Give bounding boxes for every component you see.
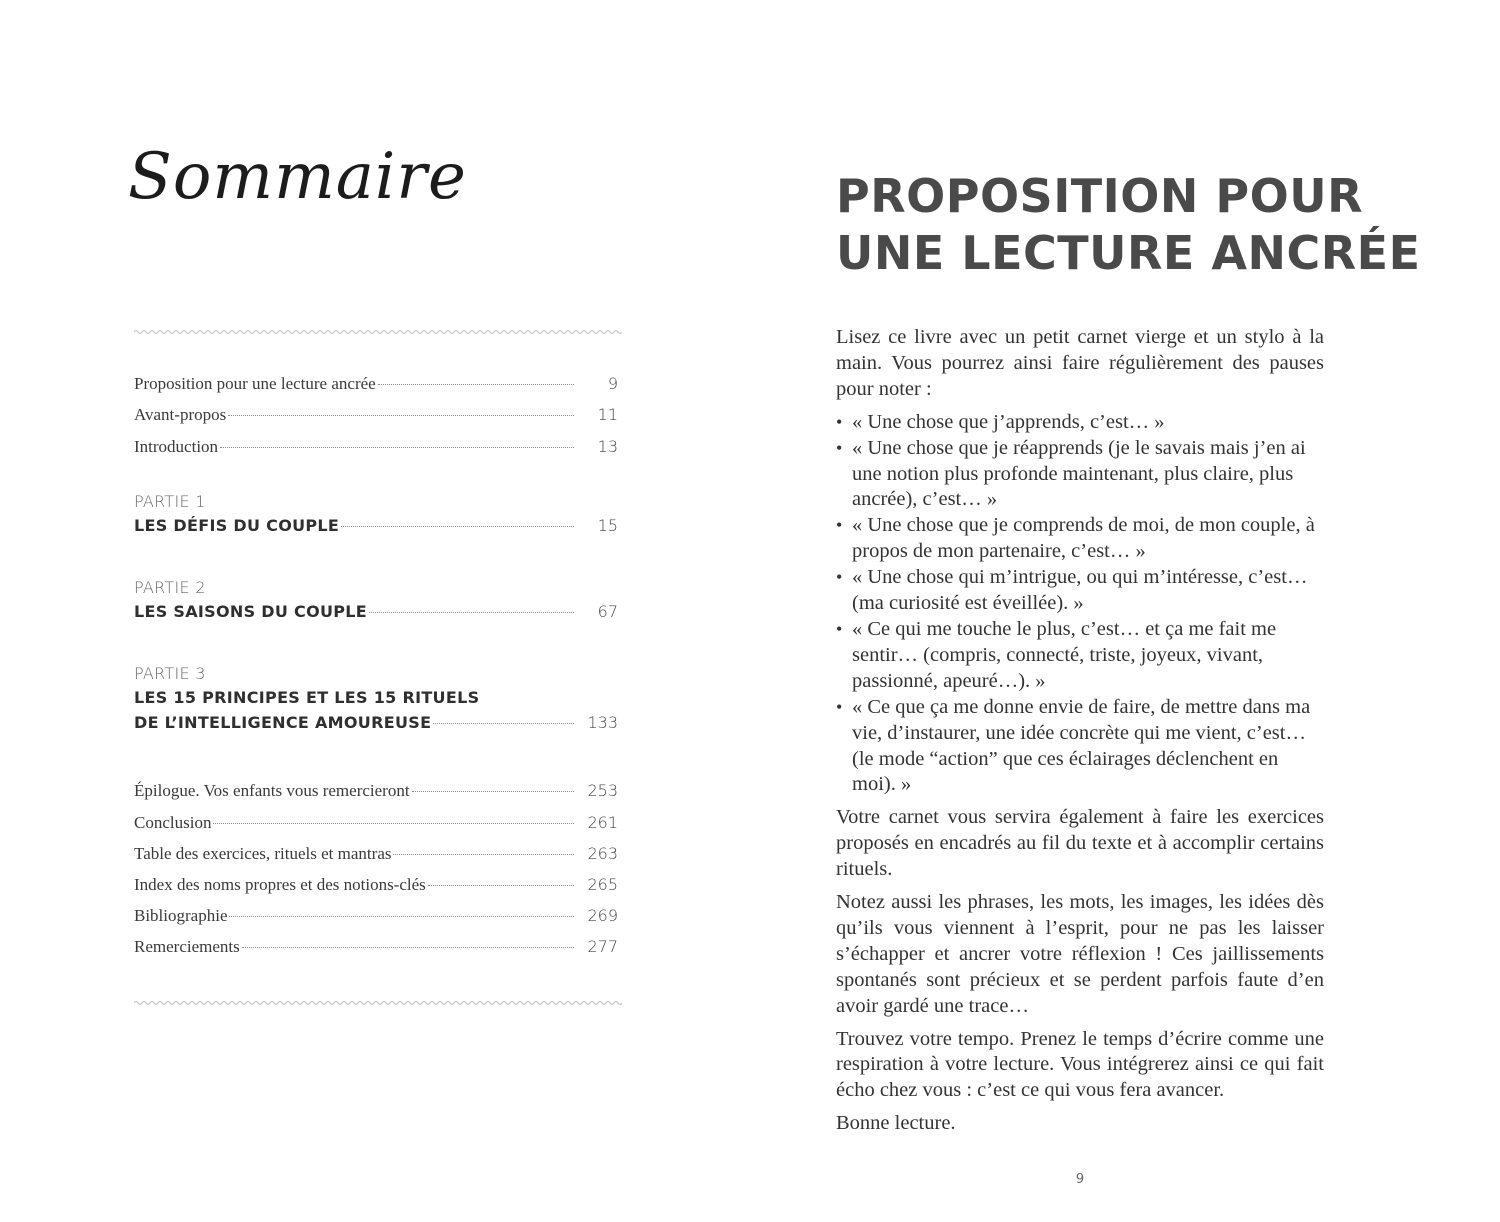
bullet-item: • « Ce que ça me donne envie de faire, de mettre dans ma vie, d’instaurer, une idée concrète qui me vient, c’est… (le mode “action” que ces éclairages déclenchent en moi). » (836, 695, 1324, 799)
toc-leader-dots (229, 916, 574, 917)
part-title: LES SAISONS DU COUPLE (134, 602, 368, 621)
toc-leader-dots (378, 384, 574, 385)
toc-entry-page: 277 (587, 937, 618, 956)
toc-leader-dots (433, 723, 574, 724)
body-paragraph: Notez aussi les phrases, les mots, les images, les idées dès qu’ils vous viennent à l’esprit, pour ne pas les laisser s’échapper et ancrer votre réflexion ! Ces jaillissements spontanés sont précieux et se perdent parfois faute d’en avoir gardé une trace… (836, 891, 1324, 1017)
part-title[interactable]: LES 15 PRINCIPES ET LES 15 RITUELS (134, 688, 480, 707)
toc-entry-label: Remerciements (134, 937, 240, 956)
toc-title: Sommaire (128, 140, 467, 214)
toc-leader-dots (228, 415, 574, 416)
bottom-wavy-divider (134, 998, 622, 1008)
bullet-item: • « Ce qui me touche le plus, c’est… et ça me fait me sentir… (compris, connecté, triste, joyeux, vivant, passionné, apeuré…). » (836, 617, 1324, 695)
closing-line: Bonne lecture. (836, 1112, 956, 1135)
top-wavy-divider (134, 327, 622, 337)
toc-entry[interactable] (134, 844, 618, 864)
toc-entry-label: Index des noms propres et des notions-clés (134, 875, 426, 894)
toc-entry-page: 67 (597, 602, 618, 621)
toc-entry-page: 263 (587, 844, 618, 863)
toc-entry-page: 9 (607, 374, 618, 393)
toc-entry-page: 269 (587, 906, 618, 925)
toc-part-entry[interactable] (134, 516, 618, 535)
toc-entry[interactable] (134, 781, 618, 801)
toc-leader-dots (412, 791, 574, 792)
toc-entry-label: Épilogue. Vos enfants vous remercieront (134, 781, 410, 800)
toc-part-entry[interactable] (134, 602, 618, 621)
body-paragraph: Votre carnet vous servira également à faire les exercices proposés en encadrés au fil du texte et à accomplir certains rituels. (836, 806, 1324, 881)
toc-leader-dots (428, 885, 574, 886)
bullet-item: • « Une chose que je comprends de moi, de mon couple, à propos de mon partenaire, c’est… » (836, 513, 1324, 565)
toc-leader-dots (369, 612, 574, 613)
toc-entry[interactable] (134, 875, 618, 895)
toc-entry-label: Conclusion (134, 813, 212, 832)
toc-leader-dots (341, 526, 574, 527)
toc-entry-page: 11 (597, 405, 618, 424)
toc-leader-dots (242, 947, 574, 948)
toc-leader-dots (220, 447, 574, 448)
toc-entry-page: 261 (587, 813, 618, 832)
bullet-item: • « Une chose qui m’intrigue, ou qui m’intéresse, c’est… (ma curiosité est éveillée). » (836, 565, 1324, 617)
toc-entry-page: 253 (587, 781, 618, 800)
toc-entry[interactable] (134, 906, 618, 926)
bullet-list (836, 410, 1324, 799)
chapter-heading-line: UNE LECTURE ANCRÉE (836, 226, 1421, 280)
toc-entry[interactable] (134, 437, 618, 457)
bullet-item: • « Une chose que je réapprends (je le savais mais j’en ai une notion plus profonde maintenant, plus claire, plus ancrée), c’est… » (836, 436, 1324, 514)
toc-leader-dots (393, 854, 574, 855)
right-page (750, 0, 1500, 1222)
part-title: DE L’INTELLIGENCE AMOUREUSE (134, 713, 432, 732)
toc-leader-dots (213, 823, 574, 824)
toc-entry[interactable] (134, 937, 618, 957)
bullet-item: • « Une chose que j’apprends, c’est… » (836, 410, 1324, 436)
toc-entry[interactable] (134, 405, 618, 425)
part-kicker: PARTIE 3 (134, 664, 206, 683)
part-kicker: PARTIE 2 (134, 578, 206, 597)
toc-entry-page: 15 (597, 516, 618, 535)
toc-entry-label: Table des exercices, rituels et mantras (134, 844, 392, 863)
toc-entry[interactable] (134, 813, 618, 833)
toc-entry[interactable] (134, 374, 618, 394)
body-text (836, 325, 1324, 1144)
toc-entry-label: Bibliographie (134, 906, 228, 925)
page-number: 9 (1075, 1172, 1085, 1187)
toc-part-entry[interactable] (134, 713, 618, 732)
toc-entry-page: 265 (587, 875, 618, 894)
toc-entry-page: 13 (597, 437, 618, 456)
part-kicker: PARTIE 1 (134, 492, 206, 511)
toc-entry-page: 133 (587, 713, 618, 732)
chapter-heading (836, 168, 1421, 282)
part-title: LES DÉFIS DU COUPLE (134, 516, 340, 535)
body-paragraph: Trouvez votre tempo. Prenez le temps d’écrire comme une respiration à votre lecture. Vous intégrerez ainsi ce qui fait écho chez vous : c’est ce qui vous fera avancer. (836, 1027, 1324, 1102)
toc-entry-label: Proposition pour une lecture ancrée (134, 374, 376, 393)
toc-entry-label: Avant-propos (134, 405, 227, 424)
chapter-heading-line: PROPOSITION POUR (836, 169, 1364, 223)
intro-paragraph: Lisez ce livre avec un petit carnet vierge et un stylo à la main. Vous pourrez ainsi faire régulièrement des pauses pour noter : (836, 326, 1324, 400)
toc-entry-label: Introduction (134, 437, 219, 456)
